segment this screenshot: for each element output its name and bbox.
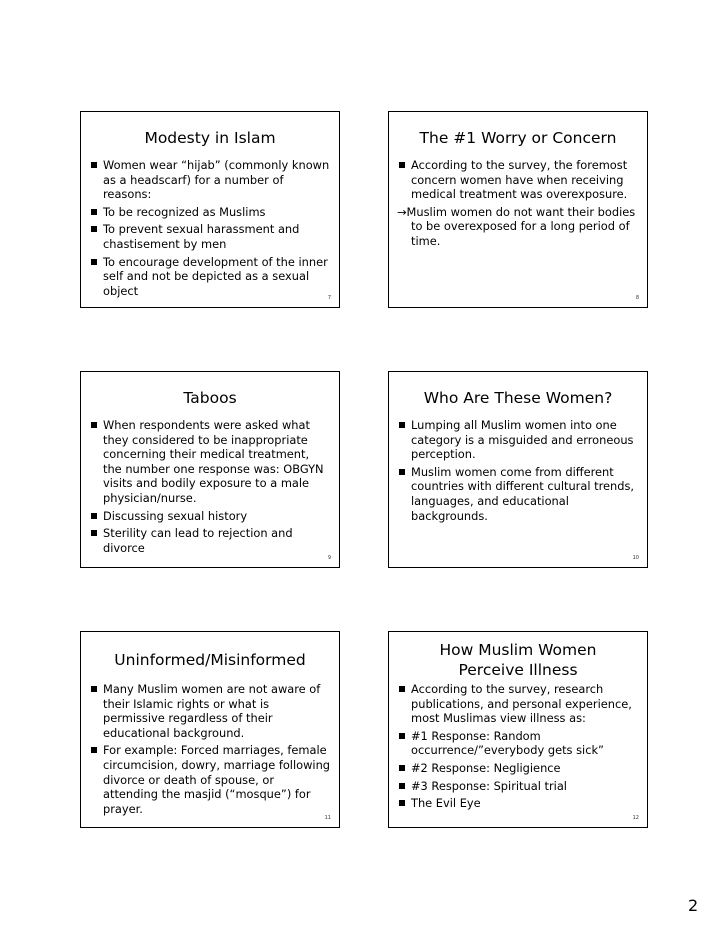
bullet-item: For example: Forced marriages, female circumcision, dowry, marriage following divorce or death of spouse, or attending the masjid (“mosque”) for prayer. bbox=[89, 743, 331, 816]
bullet-item: #1 Response: Random occurrence/”everybody gets sick” bbox=[397, 729, 639, 758]
bullet-item: #2 Response: Negligience bbox=[397, 761, 639, 776]
slide-number: 8 bbox=[635, 295, 639, 301]
slide-title: Taboos bbox=[183, 389, 237, 407]
square-bullet-icon bbox=[399, 686, 405, 692]
bullet-list bbox=[397, 158, 639, 252]
slide-modesty-in-islam bbox=[80, 111, 340, 308]
square-bullet-icon bbox=[91, 226, 97, 232]
bullet-item: The Evil Eye bbox=[397, 796, 639, 811]
bullet-item: According to the survey, the foremost concern women have when receiving medical treatment was overexposure. bbox=[397, 158, 639, 202]
slide-number: 12 bbox=[632, 815, 639, 821]
bullet-item: Discussing sexual history bbox=[89, 509, 331, 524]
bullet-item: To encourage development of the inner self and not be depicted as a sexual object bbox=[89, 255, 331, 299]
square-bullet-icon bbox=[91, 747, 97, 753]
slide-taboos bbox=[80, 371, 340, 568]
square-bullet-icon bbox=[399, 162, 405, 168]
slide-number: 7 bbox=[327, 295, 331, 301]
bullet-item: Lumping all Muslim women into one category is a misguided and erroneous perception. bbox=[397, 418, 639, 462]
bullet-item: To prevent sexual harassment and chastisement by men bbox=[89, 222, 331, 251]
slide-uninformed-misinformed bbox=[80, 631, 340, 828]
square-bullet-icon bbox=[399, 422, 405, 428]
bullet-list bbox=[397, 418, 639, 526]
square-bullet-icon bbox=[91, 530, 97, 536]
square-bullet-icon bbox=[399, 733, 405, 739]
square-bullet-icon bbox=[91, 209, 97, 215]
slide-title: The #1 Worry or Concern bbox=[419, 129, 617, 147]
bullet-item: To be recognized as Muslims bbox=[89, 205, 331, 220]
square-bullet-icon bbox=[399, 765, 405, 771]
bullet-list bbox=[89, 418, 331, 558]
bullet-item: Sterility can lead to rejection and divorce bbox=[89, 526, 331, 555]
slide-number-one-worry bbox=[388, 111, 648, 308]
bullet-item: Women wear “hijab” (commonly known as a headscarf) for a number of reasons: bbox=[89, 158, 331, 202]
slide-perceive-illness bbox=[388, 631, 648, 828]
square-bullet-icon bbox=[91, 259, 97, 265]
page-number: 2 bbox=[688, 896, 699, 915]
bullet-item: Many Muslim women are not aware of their Islamic rights or what is permissive regardless of their educational background. bbox=[89, 682, 331, 740]
slide-title: How Muslim Women Perceive Illness bbox=[439, 641, 597, 679]
slide-title: Modesty in Islam bbox=[144, 129, 276, 147]
bullet-list bbox=[397, 682, 639, 814]
slide-title: Who Are These Women? bbox=[423, 389, 613, 407]
slide-title: Uninformed/Misinformed bbox=[114, 651, 306, 669]
arrow-item: →Muslim women do not want their bodies to be overexposed for a long period of time. bbox=[397, 204, 636, 248]
square-bullet-icon bbox=[91, 513, 97, 519]
square-bullet-icon bbox=[91, 162, 97, 168]
slide-number: 11 bbox=[324, 815, 331, 821]
square-bullet-icon bbox=[399, 800, 405, 806]
slide-number: 10 bbox=[632, 555, 639, 561]
square-bullet-icon bbox=[399, 469, 405, 475]
bullet-item: According to the survey, research publications, and personal experience, most Muslimas view illness as: bbox=[397, 682, 639, 726]
slide-who-are-these-women bbox=[388, 371, 648, 568]
square-bullet-icon bbox=[91, 686, 97, 692]
bullet-item: #3 Response: Spiritual trial bbox=[397, 779, 639, 794]
square-bullet-icon bbox=[399, 783, 405, 789]
bullet-list bbox=[89, 158, 331, 301]
bullet-item: Muslim women come from different countries with different cultural trends, languages, and educational backgrounds. bbox=[397, 465, 639, 523]
slide-number: 9 bbox=[327, 555, 331, 561]
bullet-item: When respondents were asked what they considered to be inappropriate concerning their medical treatment, the number one response was: OBGYN visits and bodily exposure to a male physician/nurse. bbox=[89, 418, 331, 506]
square-bullet-icon bbox=[91, 422, 97, 428]
bullet-list bbox=[89, 682, 331, 819]
